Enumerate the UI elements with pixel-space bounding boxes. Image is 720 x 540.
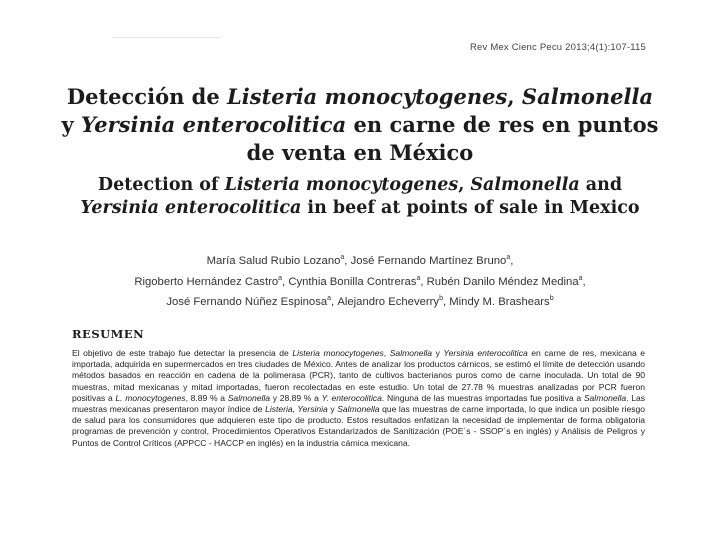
author-separator: , (282, 275, 289, 288)
title-en-text-4: in beef at points of sale in Mexico (301, 198, 640, 218)
author (134, 276, 288, 288)
affiliation-mark: b (549, 295, 554, 303)
abstract-italic: Salmonella (583, 392, 627, 403)
abstract-italic: Y. enterocolitica (321, 392, 382, 403)
header-rule (112, 37, 220, 38)
affiliation-mark: a (278, 274, 283, 282)
affiliation-mark: b (439, 295, 443, 303)
author-separator: , (344, 254, 351, 267)
title-es-text-2: , (507, 84, 522, 109)
title-es-italic-3: Yersinia enterocolitica (81, 112, 347, 137)
title-en-text-1: Detection of (97, 175, 225, 195)
abstract-text: que las muestras de carne importada, lo que indica un posible riesgo de salud para los consumidores que adquieren este tipo de producto. Estos resultados enfatizan la necesidad de implementar de forma obligatoria programas de prevención y control, Procedimientos Operativos Estandarizados de Sanitización (POE´s - SSOP´s en inglés) y Análisis de Peligros y Puntos de Control Críticos (APPCC - HACCP en inglés) en la industria cárnica mexicana. (72, 404, 645, 448)
abstract-italic: Listeria monocytogenes (292, 348, 384, 358)
abstract-text: , (383, 348, 390, 358)
abstract-italic: L. monocytogenes (115, 392, 186, 403)
title-en-italic-2: Salmonella (470, 175, 580, 195)
abstract-text: , 8.89 % a (185, 392, 228, 403)
affiliation-mark: a (506, 254, 511, 261)
title-en-text-3: and (579, 175, 623, 195)
author (351, 255, 514, 267)
author-separator: , (420, 275, 427, 288)
abstract-paragraph (72, 348, 645, 449)
author-name: José Fernando Martínez Bruno (350, 254, 507, 267)
abstract-text: . Ninguna de las muestras importadas fue positiva a (381, 392, 584, 403)
title-en-text-2: , (458, 175, 471, 195)
title-en-italic-1: Listeria monocytogenes (224, 175, 459, 195)
author-name: Cynthia Bonilla Contreras (288, 275, 417, 288)
title-es-italic-1: Listeria monocytogenes (227, 84, 508, 109)
affiliation-mark: a (327, 295, 332, 303)
author (427, 276, 586, 288)
affiliation-mark: a (578, 274, 583, 282)
author-separator: , (331, 296, 338, 309)
abstract-text: y (432, 348, 444, 358)
author-name: José Fernando Núñez Espinosa (166, 296, 328, 309)
abstract-italic: Listeria, Yersinia (265, 404, 328, 415)
author-separator: , (510, 254, 514, 267)
author-name: Mindy M. Brashears (449, 296, 550, 309)
abstract-text: en carne de res, mexicana e importada, adquirida en supermercados en tres ciudades de México. Antes de analizar los productos cárnicos, se estimó el límite de detección usando métodos basados en reacción en cadena de la polimerasa (PCR), tanto de cultivos bacterianos puros como de carne inoculada. Un total de 90 muestras, mitad mexicanas y mitad importadas, fueron recolectadas en este estudio. Un total de 27.78 % muestras analizadas por PCR fueron positivas a (72, 348, 646, 403)
title-spanish (60, 83, 660, 167)
journal-citation: Rev Mex Cienc Pecu 2013;4(1):107-115 (469, 42, 646, 53)
author-name: María Salud Rubio Lozano (206, 254, 341, 267)
title-es-italic-2: Salmonella (521, 84, 654, 109)
abstract-text: El objetivo de este trabajo fue detectar la presencia de (72, 348, 293, 358)
abstract-text: . Las muestras mexicanas presentaron mayor índice de (72, 392, 645, 415)
author-separator: , (582, 275, 586, 288)
author (449, 296, 553, 308)
author (207, 255, 351, 267)
abstract-italic: Salmonella (389, 348, 433, 358)
title-es-text-3: y (61, 112, 82, 137)
abstract-text: y 28.89 % a (270, 392, 322, 403)
affiliation-mark: a (416, 274, 421, 282)
abstract-text: y (327, 404, 338, 415)
author (288, 276, 426, 288)
author-name: Rubén Danilo Méndez Medina (426, 275, 579, 288)
author (166, 296, 337, 308)
abstract-italic: Salmonella (227, 392, 271, 403)
author-separator: , (442, 296, 450, 309)
abstract-italic: Yersinia enterocolitica (443, 348, 528, 358)
title-en-italic-3: Yersinia enterocolitica (80, 198, 302, 218)
abstract-heading: RESUMEN (72, 327, 145, 341)
author-name: Alejandro Echeverry (337, 296, 440, 309)
author-name: Rigoberto Hernández Castro (134, 275, 279, 288)
abstract-italic: Salmonella (337, 404, 380, 415)
title-english (60, 174, 660, 220)
author (337, 296, 449, 308)
affiliation-mark: a (340, 254, 345, 261)
title-es-text-1: Detección de (66, 84, 228, 109)
title-es-text-4: en carne de res en puntos de venta en México (246, 112, 659, 165)
author-list (130, 249, 590, 311)
